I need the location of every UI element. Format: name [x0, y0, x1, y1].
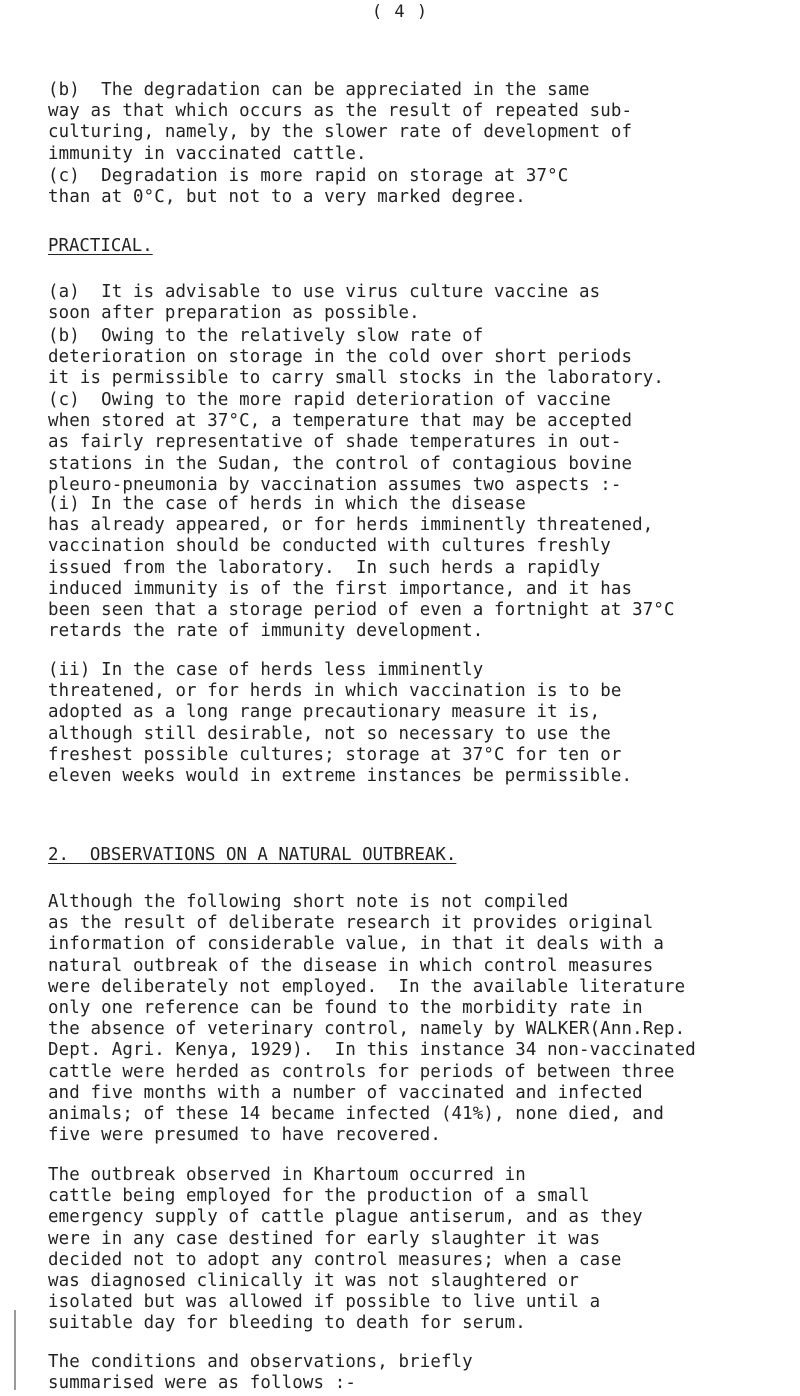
- paragraph-ii-herds: (ii) In the case of herds less imminently threatened, or for herds in which vaccination is to be adopted as a long range precautionary measure it is, although still desirable, not so necessary to use the freshest possible cultures; storage at 37°C for ten or eleven weeks would in extreme instances be permissible.: [48, 660, 633, 787]
- heading-practical: PRACTICAL.: [48, 236, 153, 256]
- paragraph-c-degradation: (c) Degradation is more rapid on storage at 37°C than at 0°C, but not to a very marked degree.: [48, 166, 569, 208]
- paragraph-i-herds: (i) In the case of herds in which the disease has already appeared, or for herds imminently threatened, vaccination should be conducted with cultures freshly issued from the laboratory. In such herds a rapidly induced immunity is of the first importance, and it has been seen that a storage period of even a fortnight at 37°C retards the rate of immunity development.: [48, 494, 675, 642]
- paragraph-khartoum-outbreak: The outbreak observed in Khartoum occurred in cattle being employed for the production of a small emergency supply of cattle plague antiserum, and as they were in any case destined for early slaughter it was decided not to adopt any control measures; when a case was diagnosed clinically it was not slaughtered or isolated but was allowed if possible to live until a suitable day for bleeding to death for serum.: [48, 1165, 643, 1334]
- paragraph-observations-intro: Although the following short note is not compiled as the result of deliberate research it provides original information of considerable value, in that it deals with a natural outbreak of the disease in which control measures were deliberately not employed. In the available literature only one reference can be found to the morbidity rate in the absence of veterinary control, namely by WALKER(Ann.Rep. Dept. Agri. Kenya, 1929). In this instance 34 non-vaccinated cattle were herded as controls for periods of between three and five months with a number of vaccinated and infected animals; of these 14 became infected (41%), none died, and five were presumed to have recovered.: [48, 892, 696, 1146]
- paragraph-b-degradation: (b) The degradation can be appreciated in the same way as that which occurs as the result of repeated sub- culturing, namely, by the slower rate of development of immunity in vaccinated cattle.: [48, 80, 633, 164]
- paragraph-conditions-summary: The conditions and observations, briefly summarised were as follows :-: [48, 1352, 473, 1394]
- paragraph-c-practical: (c) Owing to the more rapid deterioration of vaccine when stored at 37°C, a temperature that may be accepted as fairly representative of shade temperatures in out- stations in the Sudan, the control of contagious bovine pleuro-pneumonia by vaccination assumes two aspects :-: [48, 390, 633, 495]
- heading-observations: 2. OBSERVATIONS ON A NATURAL OUTBREAK.: [48, 845, 457, 865]
- paragraph-a-practical: (a) It is advisable to use virus culture vaccine as soon after preparation as possible.: [48, 282, 601, 324]
- page-number: ( 4 ): [371, 2, 429, 22]
- paragraph-b-practical: (b) Owing to the relatively slow rate of deterioration on storage in the cold over short periods it is permissible to carry small stocks in the laboratory.: [48, 326, 664, 389]
- margin-mark: [14, 1310, 16, 1390]
